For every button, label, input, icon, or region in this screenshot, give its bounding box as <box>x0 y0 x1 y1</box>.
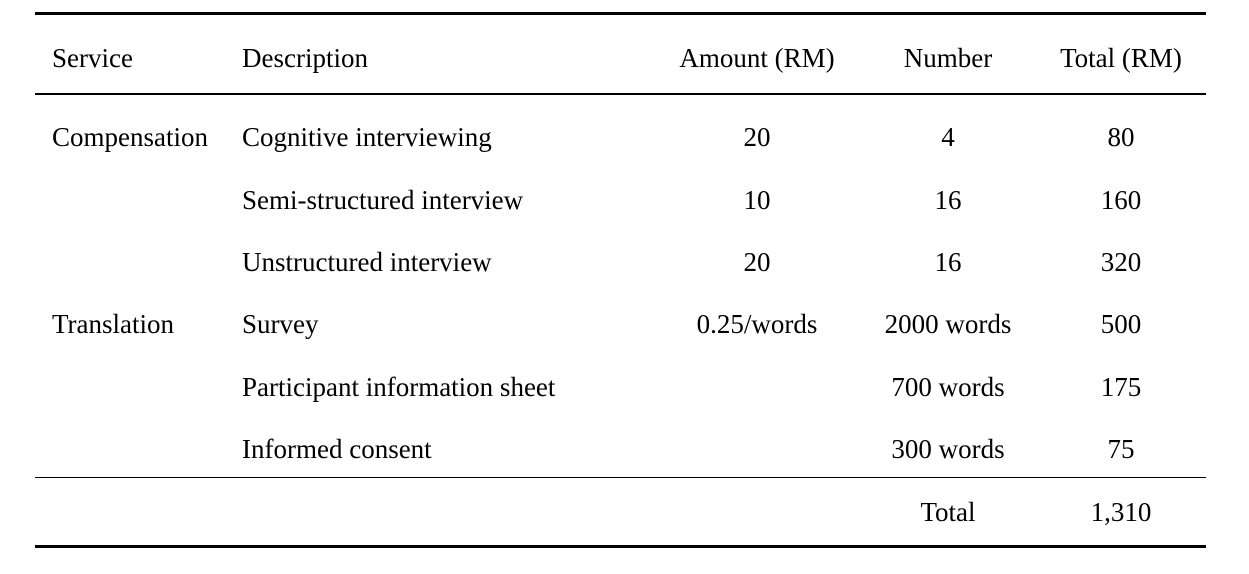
header-service: Service <box>52 43 133 73</box>
row-number: 300 words <box>891 434 1005 464</box>
row-total: 75 <box>1107 434 1135 464</box>
row-amount <box>655 432 859 466</box>
header-number: Number <box>903 43 993 73</box>
row-amount: 20 <box>743 122 771 152</box>
row-amount: 10 <box>743 185 771 215</box>
row-number: 16 <box>934 247 962 277</box>
row-number: 4 <box>941 122 955 152</box>
header-total: Total (RM) <box>1060 43 1182 73</box>
row-number: 16 <box>934 185 962 215</box>
row-amount: 20 <box>743 247 771 277</box>
row-total: 320 <box>1100 247 1142 277</box>
row-number: 2000 words <box>884 309 1012 339</box>
row-total: 175 <box>1100 372 1142 402</box>
total-label: Total <box>920 497 976 527</box>
total-rule <box>35 477 1206 478</box>
header-description: Description <box>242 43 368 73</box>
row-total: 160 <box>1100 185 1142 215</box>
total-value: 1,310 <box>1090 497 1152 527</box>
row-total: 500 <box>1100 309 1142 339</box>
header-rule <box>35 93 1206 95</box>
cost-table <box>35 0 1206 574</box>
row-description: Participant information sheet <box>242 372 556 402</box>
row-service: Compensation <box>52 122 208 152</box>
table-top-rule <box>35 12 1206 15</box>
row-service: Translation <box>52 309 175 339</box>
row-description: Unstructured interview <box>242 247 492 277</box>
row-total: 80 <box>1107 122 1135 152</box>
row-description: Survey <box>242 309 319 339</box>
row-description: Informed consent <box>242 434 432 464</box>
row-amount: 0.25/words <box>696 309 818 339</box>
row-amount <box>655 370 859 404</box>
row-description: Semi-structured interview <box>242 185 524 215</box>
header-amount: Amount (RM) <box>679 43 835 73</box>
table-bottom-rule <box>35 545 1206 548</box>
row-description: Cognitive interviewing <box>242 122 492 152</box>
row-number: 700 words <box>891 372 1005 402</box>
